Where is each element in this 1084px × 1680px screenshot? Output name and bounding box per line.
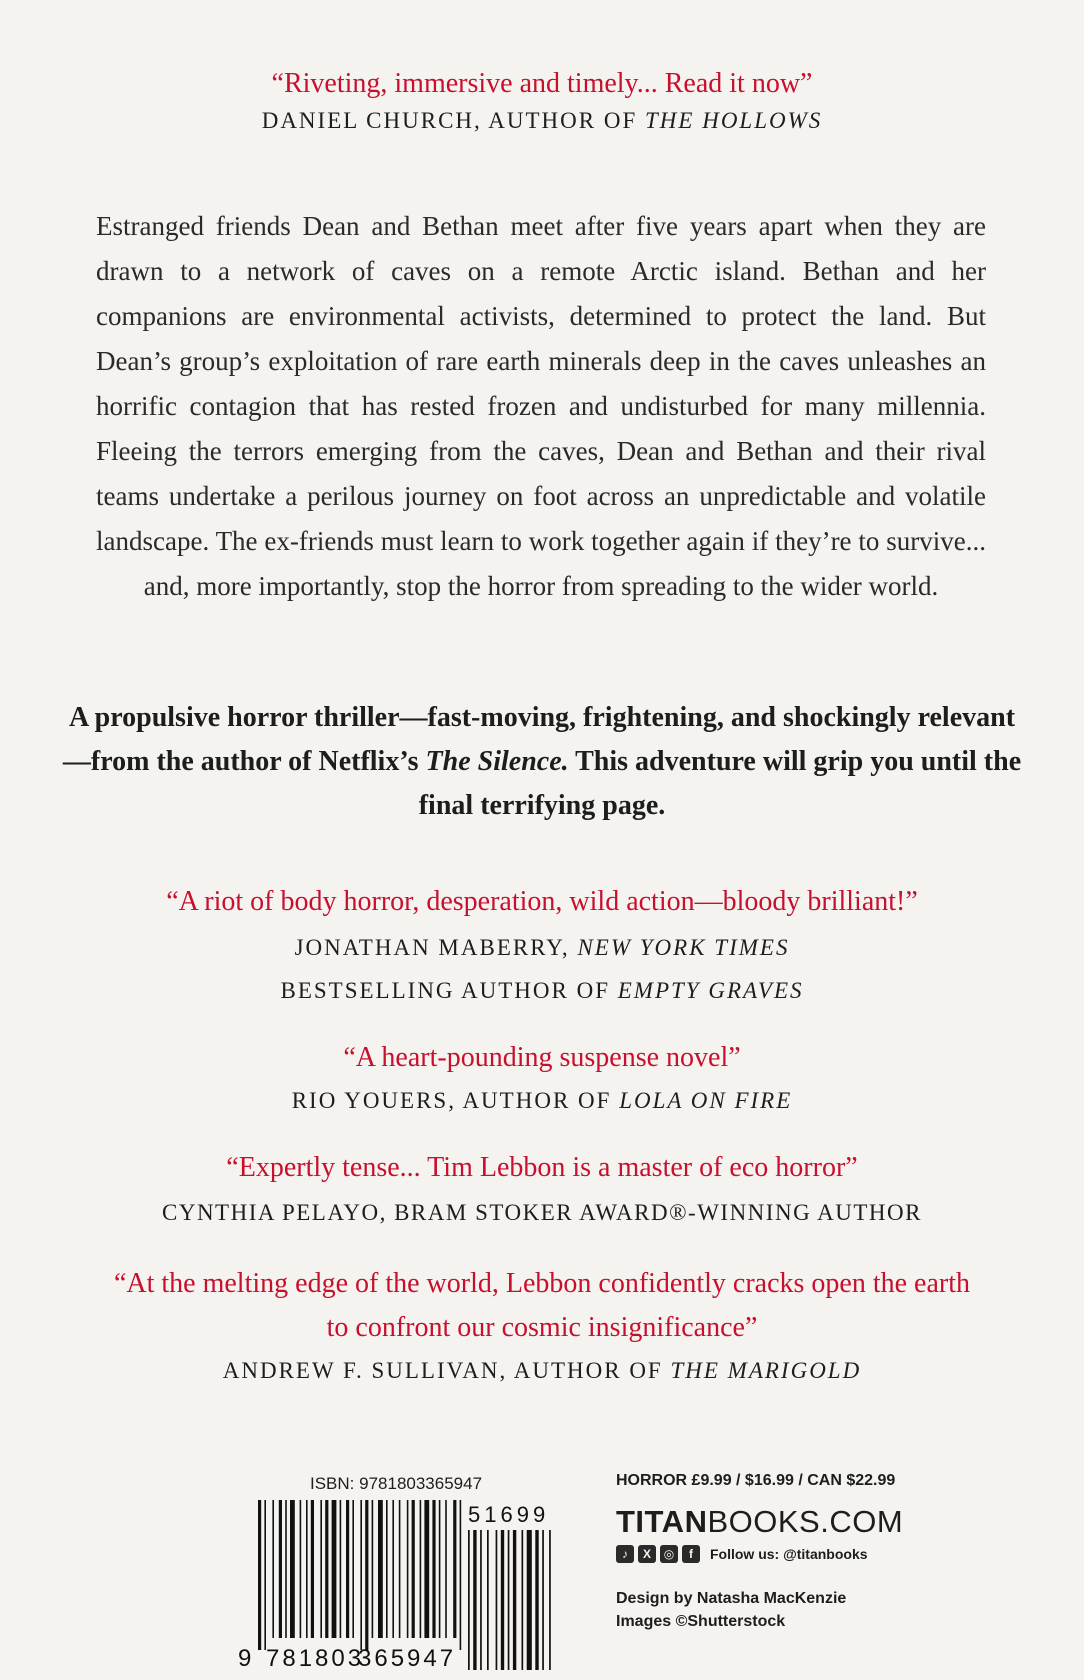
quote-maberry: [120, 880, 964, 970]
barcode-addon-bar: [535, 1530, 538, 1670]
barcode-bar: [453, 1500, 456, 1638]
barcode-bar: [399, 1500, 401, 1638]
web-bold: TITAN: [616, 1504, 708, 1539]
quote-pelayo-text: “Expertly tense... Tim Lebbon is a master of eco horror”: [226, 1152, 858, 1183]
barcode-bar: [279, 1500, 282, 1638]
barcode-digits-left: 781803: [266, 1645, 365, 1670]
barcode-bar: [420, 1500, 422, 1638]
attribution-prefix: DANIEL CHURCH, AUTHOR OF: [261, 108, 646, 133]
barcode-bar: [439, 1500, 441, 1638]
barcode-addon-bar: [480, 1530, 482, 1670]
barcode-bar: [346, 1500, 349, 1638]
synopsis: Estranged friends Dean and Bethan meet after five years apart when they are drawn to a network of caves on a remote Arctic island. Bethan and her companions are environmental activists, determined to protect the land. But Dean’s group’s exploitation of rare earth minerals deep in the caves unleashes an horrific contagion that has rested frozen and undisturbed for many millennia. Fleeing the terrors emerging from the caves, Dean and Bethan and their rival teams undertake a perilous journey on foot across an unpredictable and volatile landscape. The ex-friends must learn to work together again if they’re to survive... and, more importantly, stop the horror from spreading to the wider world.: [96, 211, 986, 601]
barcode-bar: [340, 1500, 342, 1638]
attribution-text: CYNTHIA PELAYO, BRAM STOKER AWARD®-WINNING AUTHOR: [162, 1200, 922, 1225]
barcode-bar: [285, 1500, 287, 1638]
barcode-addon-bar: [549, 1530, 551, 1670]
quote-top: [40, 62, 1044, 106]
barcode-bar: [460, 1500, 462, 1650]
attribution-prefix: RIO YOUERS, AUTHOR OF: [291, 1088, 620, 1113]
price-line: HORROR £9.99 / $16.99 / CAN $22.99: [616, 1472, 896, 1489]
barcode-addon-bar: [527, 1530, 532, 1670]
quote-sullivan-text: “At the melting edge of the world, Lebbon confidently cracks open the earth to confront our cosmic insignificance”: [113, 1268, 971, 1343]
quote-top-text: “Riveting, immersive and timely... Read it now”: [271, 68, 813, 99]
quote-sullivan-attribution: [40, 1358, 1044, 1384]
quote-pelayo: [40, 1146, 1044, 1190]
barcode-bar: [372, 1500, 374, 1638]
barcode-bar: [432, 1500, 435, 1638]
quote-pelayo-attribution: [40, 1200, 1044, 1226]
attribution-title: NEW YORK TIMES: [577, 935, 790, 960]
barcode-bar: [378, 1500, 383, 1638]
barcode-addon-bar: [508, 1530, 510, 1670]
attribution-title: THE MARIGOLD: [670, 1358, 862, 1383]
barcode-block: [232, 1474, 572, 1674]
barcode-digit-first: 9: [238, 1645, 252, 1670]
barcode-bar: [311, 1500, 314, 1638]
quote-maberry-text: “A riot of body horror, desperation, wild action—bloody brilliant!”: [166, 886, 918, 917]
barcode-addon-bar: [501, 1530, 504, 1670]
barcode-bar: [392, 1500, 394, 1638]
barcode-addon-digits: 51699: [468, 1502, 550, 1527]
barcode-bar: [352, 1500, 354, 1638]
barcode-addon-bar: [496, 1530, 498, 1670]
quote-sullivan: [110, 1262, 974, 1350]
barcode-addon-bar: [513, 1530, 516, 1670]
barcode-bar: [412, 1500, 415, 1638]
barcode-addon-bar: [522, 1530, 524, 1670]
barcode-bar: [272, 1500, 274, 1638]
x-icon[interactable]: X: [638, 1545, 656, 1563]
quote-youers: [40, 1036, 1044, 1080]
barcode-addon-bar: [487, 1530, 489, 1670]
design-credit: Design by Natasha MacKenzie: [616, 1590, 847, 1607]
barcode-bar: [386, 1500, 388, 1638]
social-links: [616, 1545, 868, 1563]
facebook-icon[interactable]: f: [682, 1545, 700, 1563]
barcode-graphic: [236, 1500, 568, 1670]
barcode-bar: [332, 1500, 337, 1638]
instagram-icon[interactable]: ◎: [660, 1545, 678, 1563]
pitch: [60, 696, 1024, 828]
quote-maberry-attribution: [40, 978, 1044, 1004]
barcode-bar: [325, 1500, 328, 1638]
barcode-bar: [360, 1500, 362, 1650]
pitch-part1: A propulsive horror thriller—fast-moving, frightening, and shockingly relevant—from the author of Netflix’s: [62, 702, 1016, 777]
barcode-bar: [290, 1500, 295, 1638]
pitch-title: The Silence.: [425, 746, 569, 777]
barcode-addon-bar: [542, 1530, 544, 1670]
quote-youers-attribution: [40, 1088, 1044, 1114]
web-rest: BOOKS.COM: [707, 1504, 904, 1539]
barcode-bar: [424, 1500, 429, 1638]
barcode-bar: [320, 1500, 322, 1638]
isbn-label: ISBN: 9781803365947: [310, 1474, 483, 1493]
barcode-addon-bar: [468, 1530, 470, 1670]
publisher-website[interactable]: [616, 1504, 903, 1540]
attribution-title: EMPTY GRAVES: [617, 978, 804, 1003]
quote-youers-text: “A heart-pounding suspense novel”: [343, 1042, 741, 1073]
image-credit: Images ©Shutterstock: [616, 1613, 786, 1630]
barcode-bar: [258, 1500, 261, 1650]
attribution-prefix: ANDREW F. SULLIVAN, AUTHOR OF: [222, 1358, 671, 1383]
barcode-digits-right: 365947: [358, 1645, 457, 1670]
attribution-title: LOLA ON FIRE: [619, 1088, 793, 1113]
pitch-part2: This adventure will grip you until the final terrifying page.: [418, 746, 1022, 821]
attribution-prefix: JONATHAN MABERRY,: [294, 935, 578, 960]
barcode-bar: [407, 1500, 409, 1638]
follow-text: Follow us: @titanbooks: [710, 1546, 868, 1562]
credits: [616, 1587, 846, 1633]
barcode-bar: [306, 1500, 308, 1638]
quote-top-attribution: [40, 108, 1044, 134]
tiktok-icon[interactable]: ♪: [616, 1545, 634, 1563]
attribution-title: THE HOLLOWS: [645, 108, 823, 133]
barcode-bar: [300, 1500, 302, 1638]
attribution-line2: BESTSELLING AUTHOR OF: [280, 978, 618, 1003]
barcode-addon-bar: [473, 1530, 476, 1670]
barcode-bar: [365, 1500, 368, 1650]
barcode-bar: [445, 1500, 447, 1638]
barcode-bar: [264, 1500, 266, 1650]
